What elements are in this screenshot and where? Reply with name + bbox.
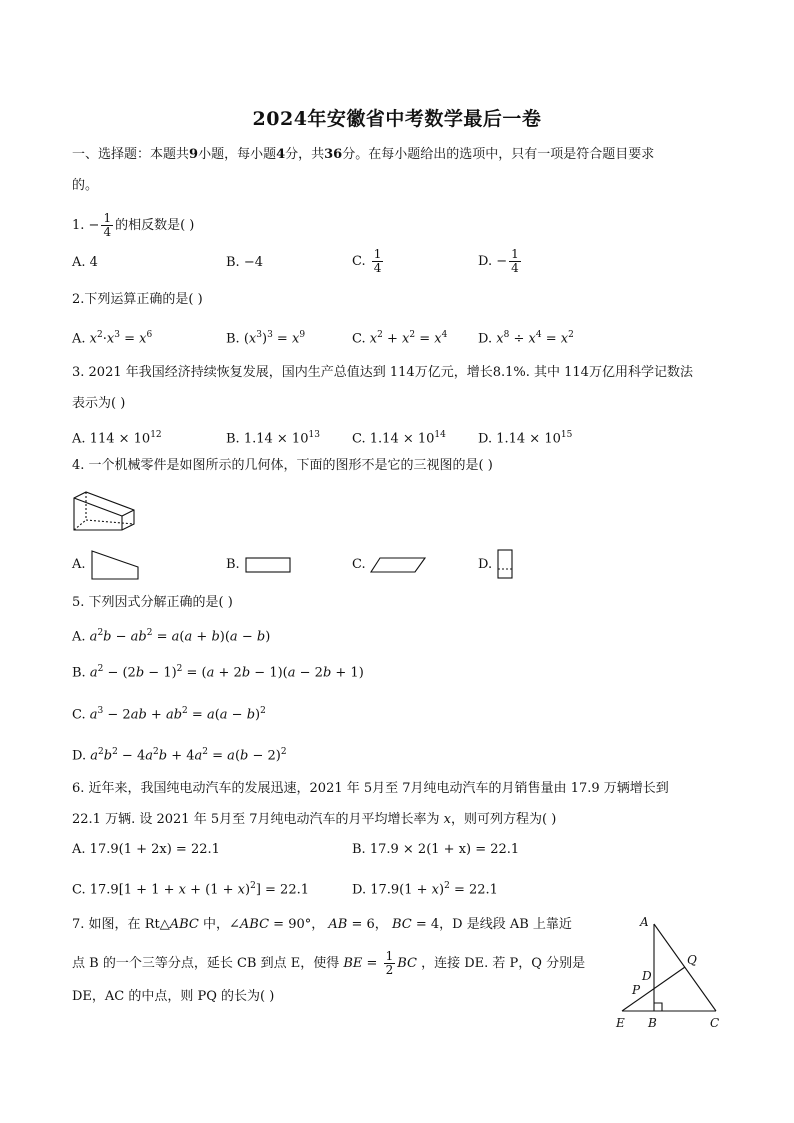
q7-fraction: $\frac{1}{2}$ <box>385 949 394 977</box>
question-7-line-3: DE，AC 的中点，则 PQ 的长为( ) <box>72 989 275 1004</box>
label-e: E <box>616 1016 625 1030</box>
section-text-4: 分。在每小题给出的选项中，只有一项是符合题目要求 <box>342 147 655 162</box>
q2-option-d: D. $x^8 \div x^4 = x^2$ <box>478 330 574 347</box>
q3-b-value: 1.14 × 10 <box>243 431 309 447</box>
q3-c-label: C. <box>352 431 366 447</box>
q7-text-1c: ， <box>311 917 325 932</box>
question-6-line-2: 22.1 万辆. 设 2021 年 5月至 7月纯电动汽车的月平均增长率为 x，则可列方程为( ) <box>72 812 557 827</box>
question-4: 4. 一个机械零件是如图所示的几何体，下面的图形不是它的三视图的是( ) <box>72 458 493 473</box>
q5-option-c: C. $a^3 - 2ab + ab^2 = a(a - b)^2$ <box>72 706 266 723</box>
section-total: 36 <box>324 147 343 162</box>
q3-a-label: A. <box>72 431 86 447</box>
q4-option-c-figure <box>370 557 426 573</box>
q6-c-label: C. <box>72 882 86 898</box>
q6-b-value: 17.9 × 2(1 + x) = 22.1 <box>369 842 520 857</box>
q3-a-exp: 12 <box>150 430 162 440</box>
q5-b-label: B. <box>72 665 86 681</box>
section-points: 4 <box>276 147 286 162</box>
q1-c-num: 1 <box>373 247 382 261</box>
q1-option-d-label: D. <box>478 254 493 269</box>
q3-b-label: B. <box>226 431 240 447</box>
q1-option-d-neg: − <box>496 254 508 269</box>
q4-option-d-label: D. <box>478 557 493 572</box>
q3-d-label: D. <box>478 431 493 447</box>
label-b: B <box>648 1016 657 1030</box>
q5-a-label: A. <box>72 629 86 645</box>
q6-text-2b: ，则可列方程为( ) <box>450 812 557 827</box>
q1-option-b-label: B. <box>226 255 240 270</box>
label-q: Q <box>687 953 697 967</box>
q3-percent: 8.1% <box>492 365 526 380</box>
q2-d-label: D. <box>478 331 493 347</box>
q6-a-label: A. <box>72 842 86 857</box>
label-a: A <box>640 915 649 929</box>
label-c: C <box>710 1016 720 1030</box>
q3-b-exp: 13 <box>308 430 320 440</box>
section-text-3: 分，共 <box>285 147 325 162</box>
q2-text: 下列运算正确的是( ) <box>84 292 203 307</box>
section-count: 9 <box>189 147 199 162</box>
q6-option-c: C. $17.9[1 + 1 + x + (1 + x)^2] = 22.1$ <box>72 881 309 898</box>
q3-option-a <box>72 425 162 449</box>
q7-text-1a: 7. 如图，在 <box>72 917 141 932</box>
q4-option-a-figure <box>91 550 139 580</box>
q7-text-1e: ，D 是线段 AB 上靠近 <box>439 917 572 932</box>
q2-number: 2. <box>72 292 85 307</box>
q4-option-b-figure <box>245 557 291 573</box>
q7-text-2b: ，连接 DE. 若 P，Q 分别是 <box>421 956 586 971</box>
q1-d-den: 4 <box>511 261 519 275</box>
label-d: D <box>642 969 652 983</box>
q3-text-1: 3. 2021 年我国经济持续恢复发展，国内生产总值达到 114万亿元，增长 <box>72 365 493 380</box>
q6-option-a <box>72 840 220 860</box>
question-3-line-1 <box>72 363 693 383</box>
q3-option-c <box>352 425 446 449</box>
q5-option-b: B. $a^2 - (2b - 1)^2 = (a + 2b - 1)(a - 2b + 1)$ <box>72 664 364 681</box>
q2-option-c: C. $x^2 + x^2 = x^4$ <box>352 330 448 347</box>
q4-option-a-label: A. <box>72 557 86 572</box>
q2-c-label: C. <box>352 331 366 347</box>
q6-option-d: D. $17.9(1 + x)^2 = 22.1$ <box>352 881 498 898</box>
q5-option-d: D. $a^2b^2 - 4a^2b + 4a^2 = a(b - 2)^2$ <box>72 747 287 764</box>
q3-d-exp: 15 <box>560 430 573 440</box>
section-heading-cont: 的。 <box>72 178 99 193</box>
q5-d-label: D. <box>72 748 87 764</box>
q2-option-b: B. $(x^3)^3 = x^9$ <box>226 330 306 347</box>
q1-number: 1. <box>72 218 85 233</box>
question-2 <box>72 290 203 310</box>
q1-option-d-fraction <box>509 248 521 275</box>
q4-option-c-label: C. <box>352 557 366 572</box>
q3-c-value: 1.14 × 10 <box>369 431 435 447</box>
q1-frac-num: 1 <box>103 211 112 225</box>
section-text-2: 小题，每小题 <box>198 147 277 162</box>
q1-option-b-value: −4 <box>243 255 263 270</box>
label-p: P <box>632 983 641 997</box>
q7-text-1b: 中， <box>202 917 229 932</box>
question-7-line-1: 7. 如图，在 Rt△ABC 中，∠ABC = 90°， AB = 6， BC = 4，D 是线段 AB 上靠近 <box>72 917 572 932</box>
section-heading <box>72 145 654 165</box>
q4-option-b-label: B. <box>226 557 240 572</box>
q7-text-2a: 点 B 的一个三等分点，延长 CB 到点 E，使得 <box>72 956 340 971</box>
q1-c-den: 4 <box>373 261 382 275</box>
q1-fraction <box>101 212 113 239</box>
q1-frac-den: 4 <box>103 225 112 239</box>
q3-option-d <box>478 425 572 449</box>
section-text-1: 一、选择题：本题共 <box>72 147 190 162</box>
q1-option-b <box>226 253 263 273</box>
q6-b-label: B. <box>352 842 366 857</box>
q2-b-label: B. <box>226 331 240 347</box>
q1-option-c <box>352 248 385 275</box>
question-1 <box>72 212 194 239</box>
q2-a-label: A. <box>72 331 86 347</box>
q1-d-num: 1 <box>511 247 519 261</box>
q3-a-value: 114 × 10 <box>89 431 151 447</box>
question-3-line-2: 表示为( ) <box>72 396 126 411</box>
q1-option-c-fraction <box>372 248 384 275</box>
q4-option-d-figure <box>497 549 513 579</box>
q3-d-value: 1.14 × 10 <box>496 431 561 447</box>
question-5: 5. 下列因式分解正确的是( ) <box>72 595 233 610</box>
q4-solid-figure <box>72 490 136 532</box>
question-7-line-2: 点 B 的一个三等分点，延长 CB 到点 E，使得 BE = $\frac{1}{2}$ BC ，连接 DE. 若 P，Q 分别是 <box>72 949 586 977</box>
q6-text-2a: 22.1 万辆. 设 2021 年 5月至 7月纯电动汽车的月平均增长率为 <box>72 812 440 827</box>
q3-c-exp: 14 <box>434 430 446 440</box>
q1-option-c-label: C. <box>352 254 366 269</box>
question-6-line-1: 6. 近年来，我国纯电动汽车的发展迅速，2021 年 5月至 7月纯电动汽车的月销售量由 17.9 万辆增长到 <box>72 781 669 796</box>
q1-option-d <box>478 248 523 275</box>
q2-option-a: A. $x^2\cdot x^3 = x^6$ <box>72 330 153 347</box>
q7-text-1d: ， <box>374 917 388 932</box>
q7-triangle-figure <box>612 912 724 1032</box>
q6-option-b <box>352 840 519 860</box>
page-title: 2024年安徽省中考数学最后一卷 <box>252 108 542 130</box>
q1-text: 的相反数是( ) <box>115 218 195 233</box>
q6-d-label: D. <box>352 882 367 898</box>
q1-neg-sign: − <box>88 218 100 233</box>
q3-text-1b: . 其中 114万亿用科学记数法 <box>525 365 693 380</box>
q3-option-b <box>226 425 320 449</box>
q6-a-value: 17.9(1 + 2x) = 22.1 <box>89 842 220 857</box>
q5-c-label: C. <box>72 707 86 723</box>
q5-option-a: A. $a^2b - ab^2 = a(a + b)(a - b)$ <box>72 628 271 645</box>
q1-option-a: A. 4 <box>72 255 98 270</box>
